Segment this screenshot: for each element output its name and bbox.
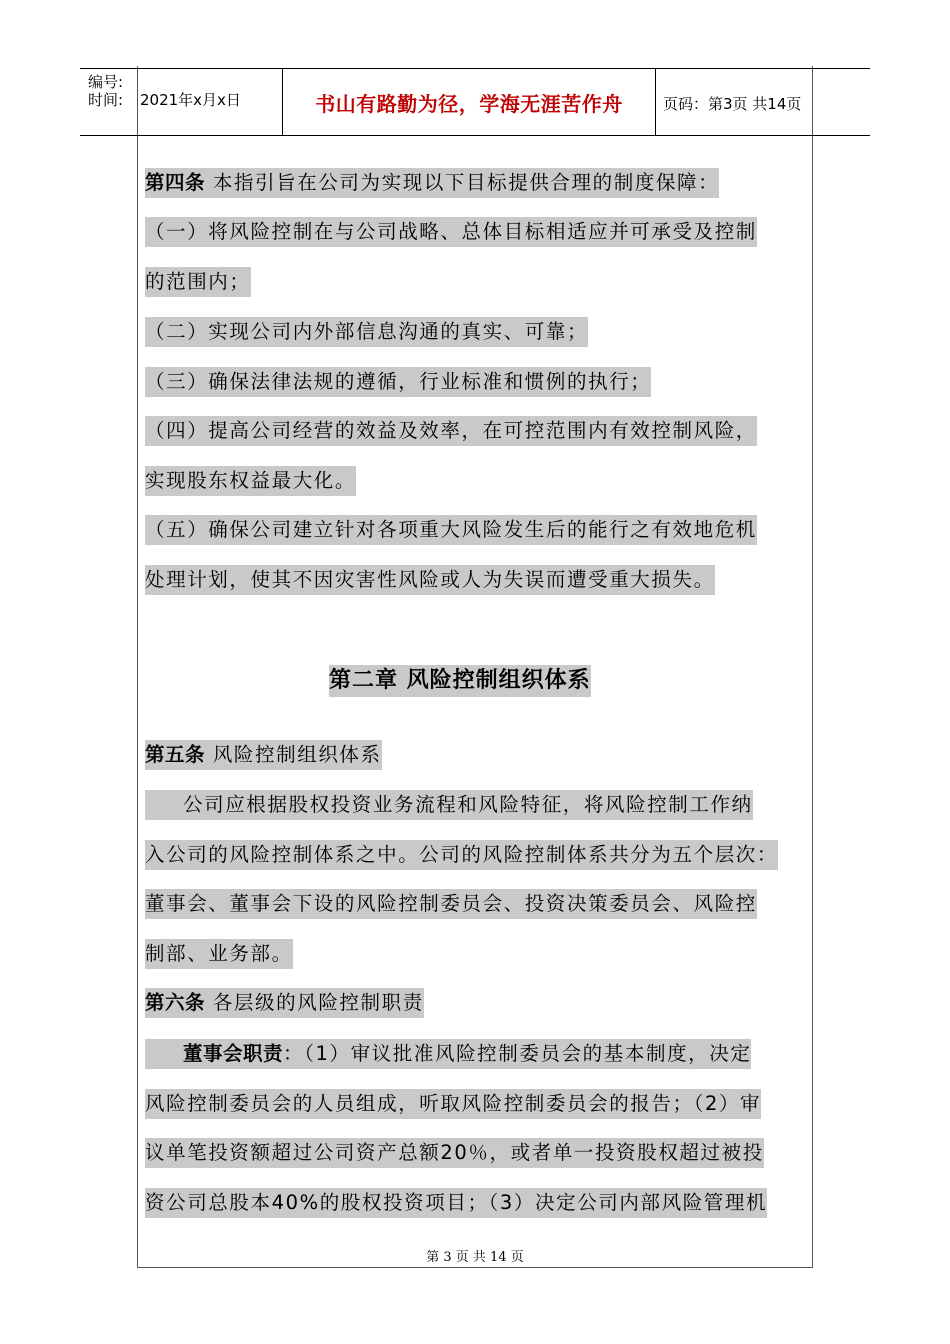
time-label: 时间: (88, 91, 124, 109)
article4-text: 本指引旨在公司为实现以下目标提供合理的制度保障： (205, 171, 720, 194)
item2-line: （二）实现公司内外部信息沟通的真实、可靠； (145, 317, 588, 347)
board-line-a (145, 1039, 751, 1069)
header-motto: 书山有路勤为径，学海无涯苦作舟 (315, 92, 623, 116)
header-rule-top (80, 68, 870, 69)
para5-text-a: 公司应根据股权投资业务流程和风险特征，将风险控制工作纳 (183, 793, 753, 816)
board-text-a: ：（1）审议批准风险控制委员会的基本制度，决定 (283, 1042, 752, 1065)
article6-text: 各层级的风险控制职责 (205, 991, 424, 1014)
article5-head: 第五条 (145, 743, 206, 766)
board-line-c: 议单笔投资额超过公司资产总额20％，或者单一投资股权超过被投 (145, 1138, 764, 1168)
item3-line: （三）确保法律法规的遵循，行业标准和惯例的执行； (145, 367, 651, 397)
article6-line (145, 988, 424, 1018)
item5-line-b: 处理计划，使其不因灾害性风险或人为失误而遭受重大损失。 (145, 565, 715, 595)
para5-line-a (145, 790, 753, 820)
article6-head: 第六条 (145, 991, 206, 1014)
header-divider-2 (655, 68, 656, 136)
item4-line-a: （四）提高公司经营的效益及效率，在可控范围内有效控制风险， (145, 416, 757, 446)
item4-line-b: 实现股东权益最大化。 (145, 466, 356, 496)
para5-line-d: 制部、业务部。 (145, 939, 293, 969)
header-rule-bottom (80, 135, 870, 136)
page-footer: 第 3 页 共 14 页 (426, 1250, 524, 1265)
article4-head: 第四条 (145, 171, 206, 194)
item1-line-a: （一）将风险控制在与公司战略、总体目标相适应并可承受及控制 (145, 217, 757, 247)
item5-line-a: （五）确保公司建立针对各项重大风险发生后的能行之有效地危机 (145, 515, 757, 545)
page-border-bottom (137, 1267, 813, 1268)
para5-line-c: 董事会、董事会下设的风险控制委员会、投资决策委员会、风险控 (145, 889, 757, 919)
page-border-left (137, 66, 138, 1268)
header-page-label: 页码：第3页 共14页 (663, 95, 802, 113)
article5-line (145, 740, 382, 770)
date-value: 2021年x月x日 (140, 91, 241, 109)
board-line-b: 风险控制委员会的人员组成，听取风险控制委员会的报告；（2）审 (145, 1089, 761, 1119)
board-duties-head: 董事会职责 (183, 1042, 284, 1065)
number-label: 编号: (88, 73, 124, 91)
chapter2-title: 第二章 风险控制组织体系 (329, 665, 591, 697)
para5-line-b: 入公司的风险控制体系之中。公司的风险控制体系共分为五个层次： (145, 840, 778, 870)
board-line-d: 资公司总股本40%的股权投资项目；（3）决定公司内部风险管理机 (145, 1188, 767, 1218)
item1-line-b: 的范围内； (145, 267, 251, 297)
article4-line (145, 168, 719, 198)
page-border-right (812, 66, 813, 1268)
article5-text: 风险控制组织体系 (205, 743, 382, 766)
